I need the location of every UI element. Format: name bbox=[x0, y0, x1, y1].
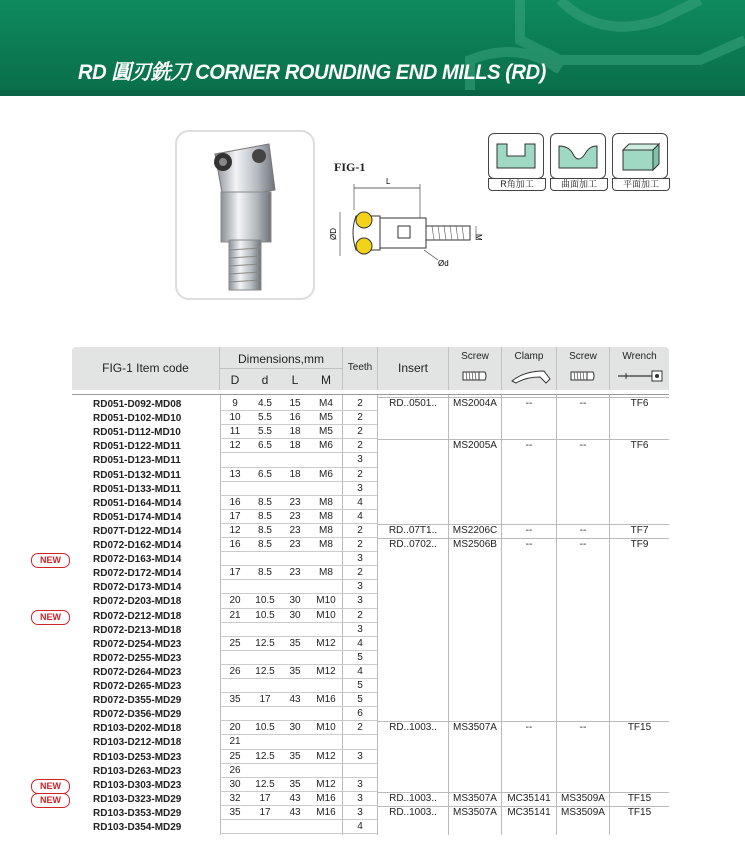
group-clamp: MC35141 bbox=[507, 806, 551, 818]
cell-L: 16 bbox=[289, 412, 301, 424]
header-banner bbox=[0, 0, 745, 96]
col-D: D bbox=[230, 373, 240, 387]
table-top-line bbox=[72, 394, 669, 395]
cell-D: 25 bbox=[229, 637, 241, 649]
cell-teeth: 2 bbox=[357, 722, 363, 734]
item-code: RD051-D112-MD10 bbox=[93, 427, 181, 439]
item-code: RD07T-D122-MD14 bbox=[93, 525, 182, 537]
cell-d: 17 bbox=[259, 806, 271, 818]
col-wrench: Wrench bbox=[622, 351, 657, 362]
group-clamp: MC35141 bbox=[507, 792, 551, 804]
item-code: RD072-D265-MD23 bbox=[93, 681, 182, 692]
cell-teeth: 4 bbox=[357, 665, 363, 677]
item-code: RD051-D174-MD14 bbox=[93, 511, 182, 523]
row-line bbox=[220, 565, 377, 566]
dim-M-label: M bbox=[474, 234, 483, 241]
cell-d: 5.5 bbox=[258, 426, 272, 438]
r-corner-machining-icon bbox=[489, 134, 543, 178]
item-code: RD072-D213-MD18 bbox=[93, 624, 182, 636]
flat-surface-machining-icon bbox=[613, 134, 667, 178]
row-line bbox=[220, 608, 377, 609]
cell-d: 10.5 bbox=[255, 722, 275, 734]
cell-M: M5 bbox=[319, 412, 333, 424]
col-screw2: Screw bbox=[569, 351, 597, 362]
cell-teeth: 2 bbox=[357, 412, 363, 424]
col-clamp: Clamp bbox=[514, 351, 544, 362]
screw-icon bbox=[570, 370, 596, 382]
row-line bbox=[220, 706, 377, 707]
row-line bbox=[220, 763, 377, 764]
group-wrench: TF7 bbox=[630, 524, 649, 536]
item-code: RD051-D132-MD11 bbox=[93, 469, 181, 481]
group-screw2: -- bbox=[579, 524, 587, 536]
cell-teeth: 3 bbox=[357, 792, 363, 804]
cell-teeth: 3 bbox=[357, 553, 363, 565]
column-line bbox=[609, 394, 610, 835]
group-wrench: TF15 bbox=[627, 722, 652, 734]
cell-M: M10 bbox=[316, 722, 336, 734]
cell-teeth: 3 bbox=[357, 806, 363, 818]
group-divider bbox=[378, 397, 669, 398]
cell-M: M8 bbox=[319, 524, 333, 536]
cell-teeth: 2 bbox=[357, 524, 363, 536]
cell-d: 8.5 bbox=[258, 524, 272, 536]
cell-D: 20 bbox=[229, 722, 241, 734]
page-title: RD 圓刃銑刀 CORNER ROUNDING END MILLS (RD) bbox=[78, 61, 546, 84]
cell-L: 30 bbox=[289, 609, 301, 621]
new-badge: NEW bbox=[31, 553, 70, 568]
col-dimensions: Dimensions,mm bbox=[237, 352, 324, 366]
group-screw2: MS3509A bbox=[561, 806, 605, 818]
figure-label: FIG-1 bbox=[334, 160, 366, 174]
cell-M: M6 bbox=[319, 440, 333, 452]
curved-surface-machining-icon bbox=[551, 134, 605, 178]
cell-M: M6 bbox=[319, 468, 333, 480]
row-line bbox=[220, 749, 377, 750]
cell-d: 4.5 bbox=[258, 398, 272, 409]
cell-teeth: 3 bbox=[357, 454, 363, 466]
col-item-code: FIG-1 Item code bbox=[102, 361, 189, 375]
cell-D: 21 bbox=[229, 736, 241, 748]
fig1-drawing bbox=[320, 170, 483, 275]
op-label: R角加工 bbox=[488, 178, 546, 191]
cell-M: M12 bbox=[316, 778, 336, 790]
dim-d-label: Ød bbox=[438, 259, 449, 268]
cell-teeth: 2 bbox=[357, 426, 363, 438]
row-line bbox=[220, 509, 377, 510]
row-line bbox=[220, 495, 377, 496]
row-line bbox=[220, 734, 377, 735]
group-clamp: -- bbox=[525, 398, 533, 409]
cell-D: 35 bbox=[229, 694, 241, 706]
cell-teeth: 4 bbox=[357, 496, 363, 508]
cell-D: 9 bbox=[232, 398, 238, 409]
op-label: 曲面加工 bbox=[550, 178, 608, 191]
column-line bbox=[556, 394, 557, 835]
row-line bbox=[220, 481, 377, 482]
row-line bbox=[220, 720, 377, 721]
item-code: RD103-D253-MD23 bbox=[93, 751, 182, 763]
cell-D: 32 bbox=[229, 792, 241, 804]
item-code: RD103-D303-MD23 bbox=[93, 779, 182, 791]
cell-D: 16 bbox=[229, 496, 241, 508]
column-line bbox=[342, 394, 343, 835]
item-code: RD072-D203-MD18 bbox=[93, 596, 182, 608]
item-code: RD051-D133-MD11 bbox=[93, 483, 181, 495]
op-flat-surface bbox=[612, 133, 668, 189]
cell-M: M16 bbox=[316, 806, 336, 818]
group-clamp: -- bbox=[525, 539, 533, 550]
cell-D: 21 bbox=[229, 609, 241, 621]
item-code: RD072-D162-MD14 bbox=[93, 540, 182, 551]
col-screw: Screw bbox=[461, 351, 489, 362]
cell-D: 35 bbox=[229, 806, 241, 818]
group-insert: RD..0702.. bbox=[389, 539, 437, 550]
row-line bbox=[220, 523, 377, 524]
column-line bbox=[448, 394, 449, 835]
row-line bbox=[220, 579, 377, 580]
cell-M: M16 bbox=[316, 792, 336, 804]
cell-teeth: 2 bbox=[357, 440, 363, 452]
row-line bbox=[220, 467, 377, 468]
cell-d: 12.5 bbox=[255, 665, 275, 677]
group-screw: MS2206C bbox=[452, 524, 498, 536]
cell-teeth: 3 bbox=[357, 581, 363, 593]
cell-D: 10 bbox=[229, 412, 241, 424]
row-line bbox=[220, 805, 377, 806]
cell-M: M16 bbox=[316, 694, 336, 706]
cell-teeth: 5 bbox=[357, 680, 363, 691]
group-wrench: TF15 bbox=[627, 792, 652, 804]
group-insert: RD..1003.. bbox=[389, 792, 437, 804]
cell-M: M10 bbox=[316, 595, 336, 607]
cell-L: 18 bbox=[289, 426, 301, 438]
item-code: RD072-D264-MD23 bbox=[93, 666, 182, 678]
group-insert: RD..07T1.. bbox=[388, 524, 438, 536]
new-badge: NEW bbox=[31, 793, 70, 808]
cell-teeth: 6 bbox=[357, 708, 363, 720]
group-clamp: -- bbox=[525, 722, 533, 734]
screw-icon bbox=[462, 370, 488, 382]
cell-L: 30 bbox=[289, 722, 301, 734]
cell-M: M12 bbox=[316, 750, 336, 762]
group-screw2: MS3509A bbox=[561, 792, 605, 804]
op-r-corner bbox=[488, 133, 544, 189]
table-header bbox=[72, 347, 669, 390]
product-photo bbox=[175, 130, 315, 300]
group-divider bbox=[378, 538, 669, 539]
group-screw: MS3507A bbox=[453, 792, 497, 804]
cell-L: 23 bbox=[289, 496, 301, 508]
cell-M: M8 bbox=[319, 539, 333, 550]
cell-d: 5.5 bbox=[258, 412, 272, 424]
cell-L: 23 bbox=[289, 539, 301, 550]
row-line bbox=[220, 593, 377, 594]
cell-d: 6.5 bbox=[258, 468, 272, 480]
col-L: L bbox=[291, 373, 299, 387]
cell-L: 18 bbox=[289, 468, 301, 480]
item-code: RD072-D212-MD18 bbox=[93, 610, 182, 622]
row-line bbox=[220, 819, 377, 820]
cell-D: 26 bbox=[229, 665, 241, 677]
group-clamp: -- bbox=[525, 440, 533, 452]
cell-d: 8.5 bbox=[258, 496, 272, 508]
cell-teeth: 3 bbox=[357, 778, 363, 790]
group-screw2: -- bbox=[579, 722, 587, 734]
cell-D: 30 bbox=[229, 778, 241, 790]
cell-L: 23 bbox=[289, 510, 301, 522]
group-divider bbox=[378, 792, 669, 793]
row-line bbox=[220, 438, 377, 439]
cell-teeth: 4 bbox=[357, 821, 363, 832]
group-screw: MS3507A bbox=[453, 806, 497, 818]
group-insert: RD..0501.. bbox=[389, 398, 437, 409]
item-code: RD072-D355-MD29 bbox=[93, 695, 182, 707]
op-label: 平面加工 bbox=[612, 178, 670, 191]
cell-d: 8.5 bbox=[258, 510, 272, 522]
cell-M: M8 bbox=[319, 567, 333, 579]
group-divider bbox=[378, 806, 669, 807]
row-line bbox=[220, 551, 377, 552]
cell-M: M5 bbox=[319, 426, 333, 438]
cell-L: 43 bbox=[289, 806, 301, 818]
item-code: RD051-D102-MD10 bbox=[93, 413, 182, 425]
column-line bbox=[377, 394, 378, 835]
cell-D: 12 bbox=[229, 524, 241, 536]
cell-D: 13 bbox=[229, 468, 241, 480]
wrench-icon bbox=[616, 369, 664, 383]
cell-d: 17 bbox=[259, 694, 271, 706]
cell-teeth: 3 bbox=[357, 482, 363, 494]
item-code: RD051-D092-MD08 bbox=[93, 399, 182, 410]
group-divider bbox=[378, 524, 669, 525]
row-line bbox=[220, 791, 377, 792]
group-screw2: -- bbox=[579, 440, 587, 452]
item-code: RD103-D323-MD29 bbox=[93, 793, 182, 805]
item-code: RD072-D172-MD14 bbox=[93, 568, 182, 580]
cell-teeth: 3 bbox=[357, 750, 363, 762]
group-screw2: -- bbox=[579, 539, 587, 550]
new-badge: NEW bbox=[31, 610, 70, 625]
item-code: RD072-D356-MD29 bbox=[93, 709, 182, 721]
item-code: RD051-D122-MD11 bbox=[93, 441, 181, 453]
cell-L: 35 bbox=[289, 665, 301, 677]
item-code: RD103-D354-MD29 bbox=[93, 822, 182, 833]
cell-L: 35 bbox=[289, 778, 301, 790]
cell-M: M8 bbox=[319, 510, 333, 522]
item-code: RD051-D164-MD14 bbox=[93, 497, 182, 509]
item-code: RD103-D353-MD29 bbox=[93, 807, 182, 819]
cell-D: 16 bbox=[229, 539, 241, 550]
item-code: RD072-D255-MD23 bbox=[93, 652, 182, 664]
cell-D: 25 bbox=[229, 750, 241, 762]
cell-d: 12.5 bbox=[255, 778, 275, 790]
group-wrench: TF6 bbox=[630, 398, 649, 409]
cell-teeth: 2 bbox=[357, 398, 363, 409]
cell-M: M12 bbox=[316, 665, 336, 677]
column-line bbox=[220, 394, 221, 835]
cell-L: 23 bbox=[289, 524, 301, 536]
item-code: RD072-D163-MD14 bbox=[93, 554, 182, 566]
row-line bbox=[220, 424, 377, 425]
item-code: RD051-D123-MD11 bbox=[93, 455, 181, 467]
item-code: RD072-D254-MD23 bbox=[93, 638, 182, 650]
cell-M: M10 bbox=[316, 609, 336, 621]
group-insert: RD..1003.. bbox=[389, 806, 437, 818]
cell-d: 12.5 bbox=[255, 750, 275, 762]
cell-M: M12 bbox=[316, 637, 336, 649]
cell-L: 35 bbox=[289, 750, 301, 762]
group-divider bbox=[378, 721, 669, 722]
cell-L: 43 bbox=[289, 694, 301, 706]
dim-L-label: L bbox=[386, 177, 391, 186]
cell-d: 12.5 bbox=[255, 637, 275, 649]
cell-teeth: 2 bbox=[357, 468, 363, 480]
cell-D: 11 bbox=[229, 426, 241, 438]
cell-teeth: 3 bbox=[357, 623, 363, 635]
item-code: RD103-D263-MD23 bbox=[93, 765, 182, 777]
cell-teeth: 2 bbox=[357, 539, 363, 550]
group-wrench: TF6 bbox=[630, 440, 649, 452]
cell-L: 35 bbox=[289, 637, 301, 649]
cell-L: 43 bbox=[289, 792, 301, 804]
cell-L: 18 bbox=[289, 440, 301, 452]
row-line bbox=[220, 833, 377, 834]
row-line bbox=[220, 452, 377, 453]
cell-teeth: 4 bbox=[357, 510, 363, 522]
cell-M: M4 bbox=[319, 398, 333, 409]
group-wrench: TF9 bbox=[630, 539, 649, 550]
cell-D: 17 bbox=[229, 510, 241, 522]
cell-D: 26 bbox=[229, 764, 241, 776]
cell-teeth: 2 bbox=[357, 609, 363, 621]
cell-teeth: 4 bbox=[357, 637, 363, 649]
cell-teeth: 3 bbox=[357, 595, 363, 607]
col-teeth: Teeth bbox=[347, 362, 373, 373]
op-curved-surface bbox=[550, 133, 606, 189]
row-line bbox=[220, 410, 377, 411]
cell-L: 15 bbox=[289, 398, 301, 409]
row-line bbox=[220, 636, 377, 637]
cell-L: 30 bbox=[289, 595, 301, 607]
cell-d: 8.5 bbox=[258, 567, 272, 579]
cell-D: 12 bbox=[229, 440, 241, 452]
col-M: M bbox=[321, 373, 331, 387]
group-screw: MS2004A bbox=[453, 398, 497, 409]
row-line bbox=[220, 650, 377, 651]
clamp-icon bbox=[510, 367, 552, 385]
cell-teeth: 2 bbox=[357, 567, 363, 579]
row-line bbox=[220, 692, 377, 693]
group-screw: MS2005A bbox=[453, 440, 497, 452]
cell-D: 20 bbox=[229, 595, 241, 607]
group-clamp: -- bbox=[525, 524, 533, 536]
cell-teeth: 5 bbox=[357, 651, 363, 663]
column-line bbox=[501, 394, 502, 835]
group-screw: MS3507A bbox=[453, 722, 497, 734]
row-line bbox=[220, 622, 377, 623]
row-line bbox=[220, 664, 377, 665]
row-line bbox=[220, 537, 377, 538]
cell-d: 6.5 bbox=[258, 440, 272, 452]
group-screw2: -- bbox=[579, 398, 587, 409]
row-line bbox=[220, 777, 377, 778]
col-d: d bbox=[261, 373, 269, 387]
new-badge: NEW bbox=[31, 779, 70, 794]
item-code: RD103-D212-MD18 bbox=[93, 737, 182, 749]
cell-d: 8.5 bbox=[258, 539, 272, 550]
row-line bbox=[220, 678, 377, 679]
cell-L: 23 bbox=[289, 567, 301, 579]
cell-D: 17 bbox=[229, 567, 241, 579]
group-insert: RD..1003.. bbox=[389, 722, 437, 734]
dim-D-label: ØD bbox=[329, 228, 338, 240]
group-screw: MS2506B bbox=[453, 539, 497, 550]
item-code: RD103-D202-MD18 bbox=[93, 723, 182, 735]
cell-d: 17 bbox=[259, 792, 271, 804]
item-code: RD072-D173-MD14 bbox=[93, 582, 182, 594]
col-insert: Insert bbox=[397, 361, 428, 375]
cell-d: 10.5 bbox=[255, 609, 275, 621]
cell-M: M8 bbox=[319, 496, 333, 508]
cell-teeth: 5 bbox=[357, 694, 363, 706]
group-divider bbox=[378, 439, 669, 440]
group-wrench: TF15 bbox=[627, 806, 652, 818]
cell-d: 10.5 bbox=[255, 595, 275, 607]
